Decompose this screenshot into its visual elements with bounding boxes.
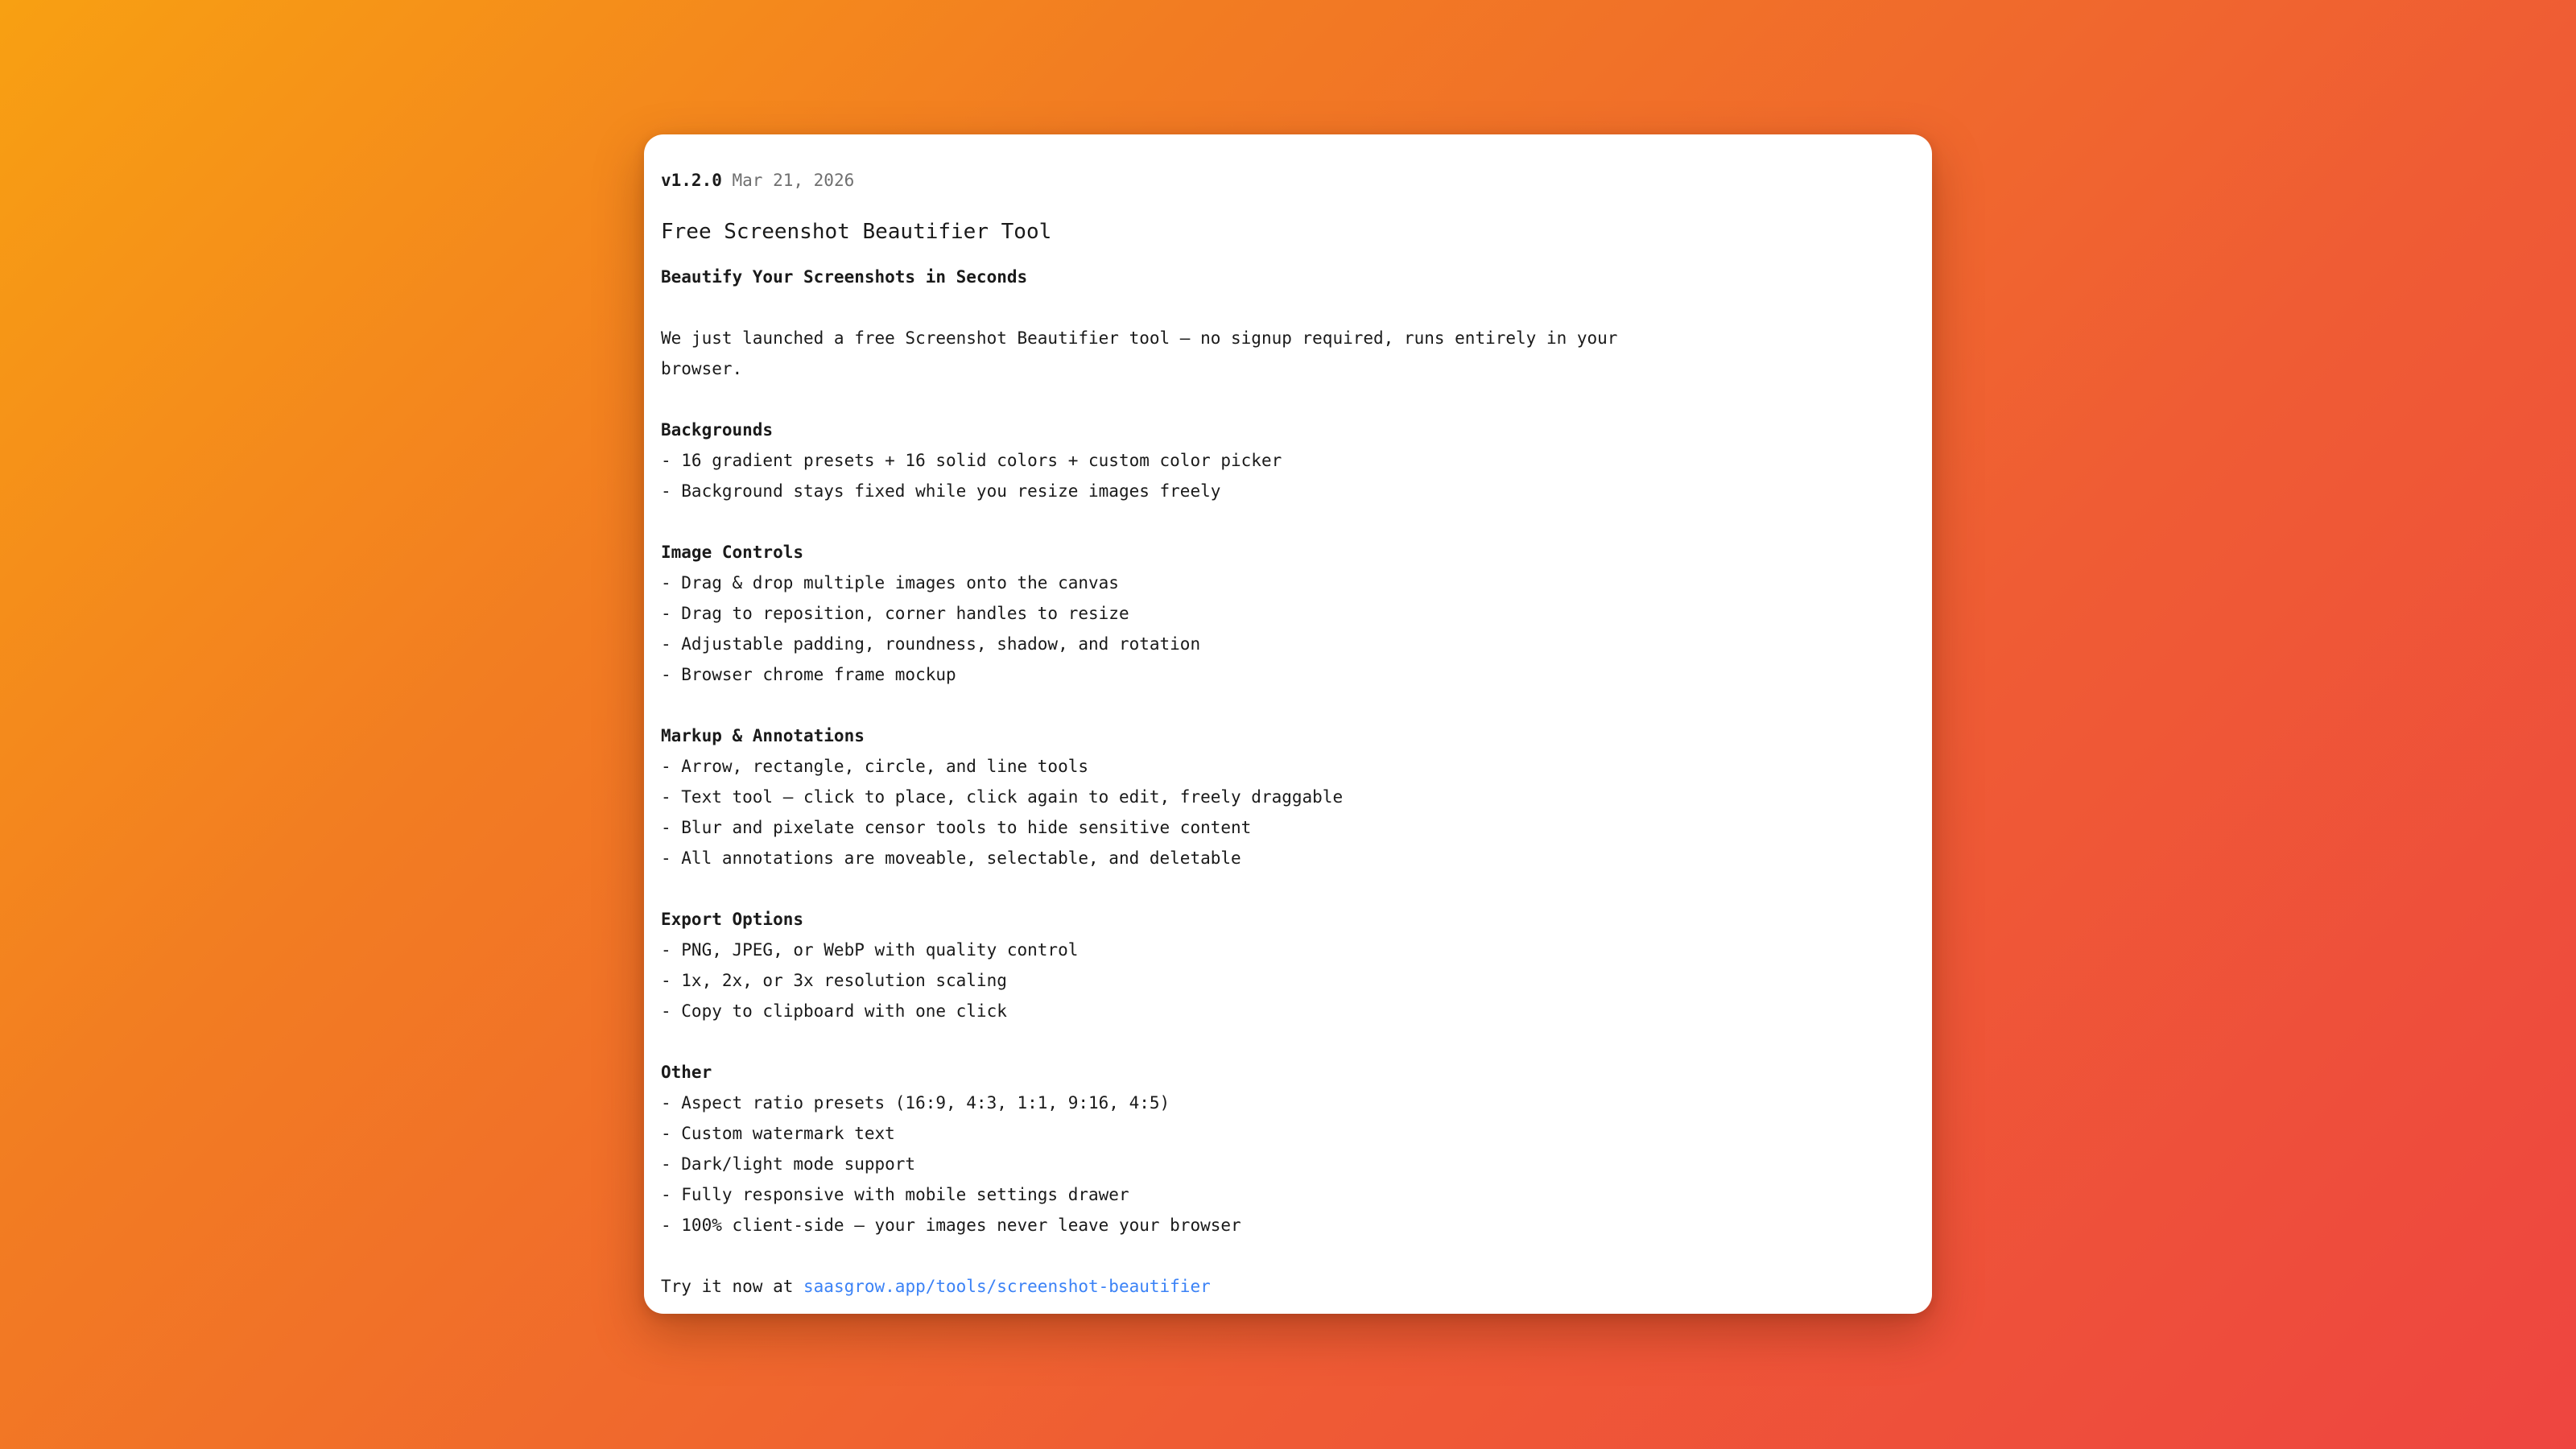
version-row [661,165,1915,196]
list-item: - Text tool — click to place, click again to edit, freely draggable [661,787,1344,807]
section-heading: Image Controls [661,543,804,562]
list-item: - Aspect ratio presets (16:9, 4:3, 1:1, 9:16, 4:5) [661,1093,1170,1113]
cta-prefix: Try it now at [661,1277,804,1296]
section-heading: Markup & Annotations [661,726,865,745]
version-label: v1.2.0 [661,171,722,190]
list-item: - Drag to reposition, corner handles to resize [661,604,1129,623]
list-item: - PNG, JPEG, or WebP with quality control [661,940,1079,960]
list-item: - Drag & drop multiple images onto the canvas [661,573,1119,592]
list-item: - Blur and pixelate censor tools to hide sensitive content [661,818,1252,837]
list-item: - 16 gradient presets + 16 solid colors + custom color picker [661,451,1282,470]
cta-line [661,1271,1915,1302]
list-item: - Copy to clipboard with one click [661,1001,1007,1021]
tool-link[interactable]: saasgrow.app/tools/screenshot-beautifier [803,1277,1211,1296]
list-item: - Browser chrome frame mockup [661,665,956,684]
section-heading: Backgrounds [661,420,774,440]
list-item: - Adjustable padding, roundness, shadow, and rotation [661,634,1201,654]
list-item: - Background stays fixed while you resize images freely [661,481,1221,501]
intro-line: browser. [661,359,743,378]
section-image-controls [661,537,1915,690]
section-export-options [661,904,1915,1026]
list-item: - Custom watermark text [661,1124,895,1143]
section-heading: Other [661,1063,712,1082]
section-other [661,1057,1915,1241]
list-item: - Dark/light mode support [661,1154,916,1174]
section-markup-annotations [661,720,1915,873]
list-item: - Arrow, rectangle, circle, and line tools [661,757,1089,776]
intro-paragraph [661,323,1915,384]
post-subtitle: Beautify Your Screenshots in Seconds [661,267,1028,287]
list-item: - 100% client-side — your images never leave your browser [661,1216,1241,1235]
release-notes-card [644,134,1932,1314]
section-heading: Export Options [661,910,804,929]
post-title: Free Screenshot Beautifier Tool [661,220,1052,244]
list-item: - Fully responsive with mobile settings drawer [661,1185,1129,1204]
release-date: Mar 21, 2026 [732,171,855,190]
list-item: - 1x, 2x, or 3x resolution scaling [661,971,1007,990]
section-backgrounds [661,415,1915,506]
list-item: - All annotations are moveable, selectable, and deletable [661,848,1241,868]
intro-line: We just launched a free Screenshot Beautifier tool — no signup required, runs entirely in your [661,328,1618,348]
